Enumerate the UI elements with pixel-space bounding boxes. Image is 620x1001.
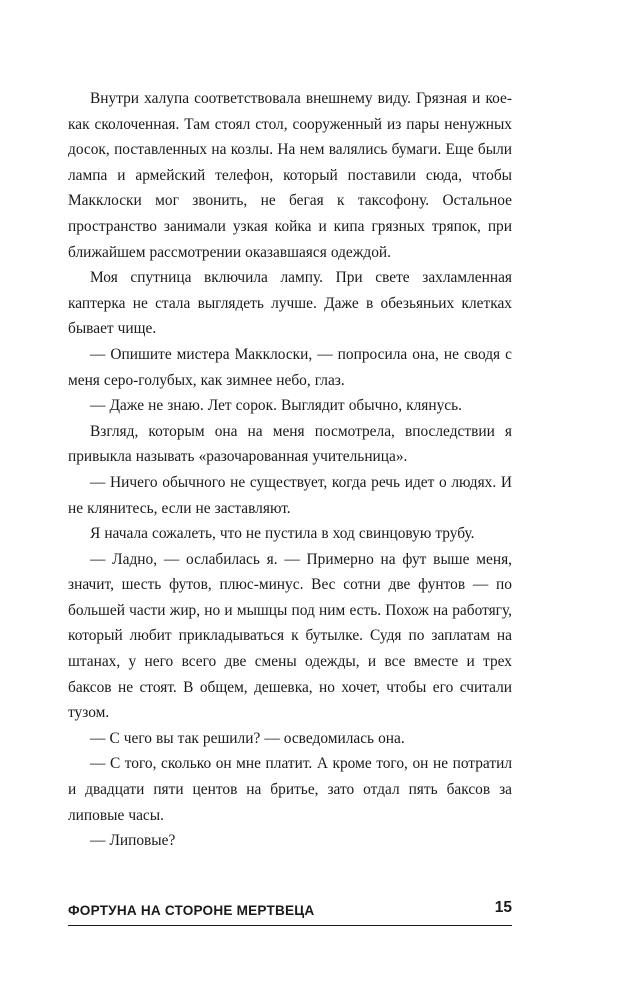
page-number: 15	[494, 899, 512, 916]
paragraph: Я начала сожалеть, что не пустила в ход свинцовую трубу.	[90, 525, 475, 543]
paragraph: Моя спутница включила лампу. При свете захламленная каптерка не стала выглядеть лучше. Даже в обезьяньих клетках бывает чище.	[68, 269, 512, 338]
paragraph: — Липовые?	[90, 832, 176, 850]
paragraph: — С чего вы так решили? — осведомилась она.	[90, 729, 405, 747]
footer-divider	[68, 925, 512, 926]
paragraph: — Ладно, — ослабилась я. — Примерно на фут выше меня, значит, шесть футов, плюс-минус. Вес сотни две фунтов — по большей части жир, но и мышцы под ним есть. Похож на работягу, который любит прикладываться к бутылке. Судя по заплатам на штанах, у него всего две смены одежды, и все вместе и трех баксов не стоят. В общем, дешевка, но хочет, чтобы его считали тузом.	[68, 550, 512, 722]
paragraph: — Ничего обычного не существует, когда речь идет о людях. И не клянитесь, если не заставляют.	[68, 473, 512, 517]
body-text	[68, 86, 512, 854]
running-title: ФОРТУНА НА СТОРОНЕ МЕРТВЕЦА	[68, 903, 315, 918]
paragraph: Внутри халупа соответствовала внешнему виду. Грязная и кое-как сколоченная. Там стоял стол, сооруженный из пары ненужных досок, поставленных на козлы. На нем валялись бумаги. Еще были лампа и армейский телефон, который поставили сюда, чтобы Макклоски мог звонить, не бегая к таксофону. Остальное пространство занимали узкая койка и кипа грязных тряпок, при ближайшем рассмотрении оказавшаяся одеждой.	[68, 90, 512, 261]
paragraph: — Опишите мистера Макклоски, — попросила она, не сводя с меня серо-голубых, как зимнее небо, глаз.	[68, 345, 512, 389]
paragraph: Взгляд, которым она на меня посмотрела, впоследствии я привыкла называть «разочарованная учительница».	[68, 422, 512, 466]
paragraph: — Даже не знаю. Лет сорок. Выглядит обычно, клянусь.	[90, 397, 462, 415]
paragraph: — С того, сколько он мне платит. А кроме того, он не потратил и двадцати пяти центов на бритье, зато отдал пять баксов за липовые часы.	[68, 755, 512, 824]
page-footer	[68, 899, 512, 939]
